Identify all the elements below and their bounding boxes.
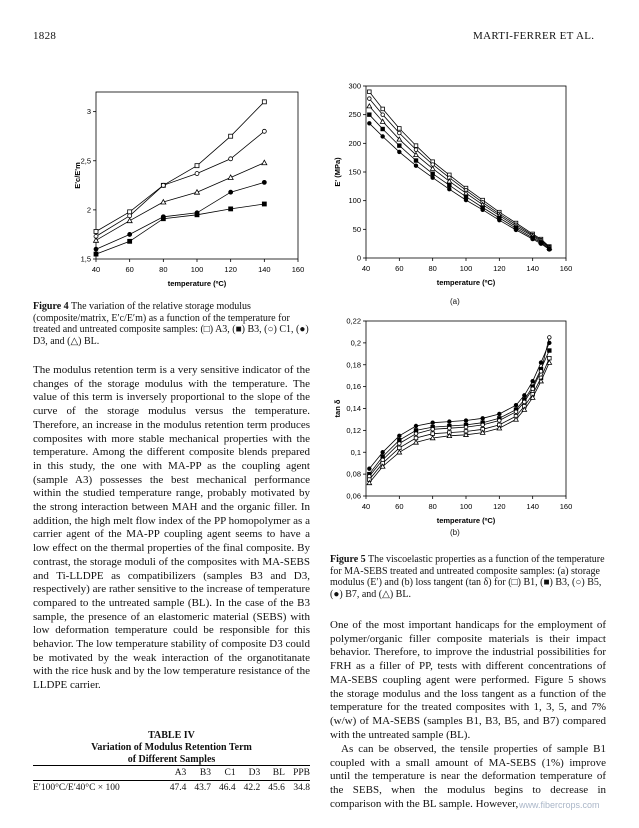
data-point-circle — [368, 467, 372, 471]
table-header-cell: PPB — [293, 768, 310, 778]
figure-4-caption-text: The variation of the relative storage modulus (composite/matrix, E′c/E′m) as a function of the temperature for treated and untreated composite samples: (□) A3, (■) B3, (○) C1, (●) D3, and (△) BL. — [33, 301, 309, 347]
data-point-circle — [539, 361, 543, 365]
y-tick-label: 250 — [348, 110, 361, 120]
series-line — [96, 102, 264, 232]
y-tick-label: 0,22 — [346, 316, 361, 326]
watermark: www.fibercrops.com — [519, 800, 600, 810]
data-point-circle — [229, 190, 233, 194]
data-point-square — [229, 207, 233, 211]
data-point-circle — [531, 237, 535, 241]
data-point-circle — [398, 150, 402, 154]
data-point-circle — [548, 248, 552, 252]
x-tick-label: 120 — [493, 502, 506, 511]
data-point-circle — [128, 232, 132, 236]
x-tick-label: 140 — [526, 264, 539, 273]
data-point-circle — [431, 427, 435, 431]
x-tick-label: 160 — [291, 265, 305, 274]
data-point-circle — [514, 403, 518, 407]
y-tick-label: 2,5 — [80, 156, 91, 166]
table-header-row — [33, 766, 310, 781]
y-tick-label: 0,1 — [350, 447, 361, 457]
right-paragraph-2: As can be observed, the tensile properties of sample B1 coupled with a small amount of MA-SEBS (1%) improve until the temperature is near the deformation temperature of the SEBS, when the modulus begins to decrease in comparison with the BL sample. However, — [330, 743, 606, 810]
data-point-square — [368, 90, 372, 94]
data-point-triangle — [127, 218, 132, 223]
data-point-triangle — [228, 175, 233, 180]
x-tick-label: 160 — [559, 502, 573, 511]
y-axis-label: tan δ — [333, 399, 342, 418]
data-point-square — [94, 252, 98, 256]
table-iv-title-line2: Variation of Modulus Retention Term — [91, 742, 252, 753]
data-point-circle — [498, 412, 502, 416]
table-row — [33, 781, 310, 796]
x-tick-label: 80 — [159, 265, 168, 274]
x-axis-label: temperature (ºC) — [167, 279, 227, 288]
x-tick-label: 60 — [395, 502, 404, 511]
data-point-square — [195, 213, 199, 217]
figure-5-caption-text: The viscoelastic properties as a function of the temperature for MA-SEBS treated and untreated composite samples: (a) storage modulus (E′) and (b) loss tangent (tan δ) for (□) B1, (■) B3, (○) B5, (●) B7, and (△) BL. — [330, 554, 605, 600]
y-tick-label: 150 — [348, 167, 361, 177]
figure-4-caption-label: Figure 4 — [33, 301, 69, 312]
data-point-circle — [464, 198, 468, 202]
data-point-square — [398, 127, 402, 131]
data-point-circle — [229, 157, 233, 161]
page-number: 1828 — [33, 30, 57, 42]
data-point-square — [381, 127, 385, 131]
table-cell: 45.6 — [268, 783, 285, 793]
figure-5b-label: (b) — [450, 528, 460, 537]
data-point-circle — [368, 121, 372, 125]
table-row-label: E′100°C/E′40°C × 100 — [33, 783, 120, 793]
x-axis-label: temperature (ºC) — [436, 516, 496, 525]
series-line — [96, 131, 264, 236]
data-point-square — [548, 349, 552, 353]
data-point-circle — [398, 442, 402, 446]
data-point-circle — [414, 164, 418, 168]
x-tick-label: 140 — [526, 502, 539, 511]
data-point-circle — [548, 336, 552, 340]
left-paragraph: The modulus retention term is a very sensitive indicator of the changes of the storage modulus with the temperature. The value of this term is inversely proportional to the slope of the curve of the storage modulus versus the temperature. Therefore, an increase in the modulus retention term produces composites with more stable mechanical properties with the temperature. Among the different composite blends prepared in this study, the one with MA-PP as the coupling agent (sample A3) possesses the best mechanical performance within the studied temperature range, probably motivated by the strong interaction between MAH and the organic filler. In addition, the high melt flow index of the PP homopolymer as a carrier agent of the MA-PP coupling agent seems to have a low effect on the thermal properties of the final composite. By contrast, the storage moduli of the composites with MA-SEBS and Ti-LLDPE as compatibilizers (samples B3 and D3, respectively) are rather sensitive to the increase of temperature compared to the untreated sample (BL). In the case of the B3 sample, the presence of an elastomeric material (SEBS) with low deformation temperature could be responsible for this behavior. The low temperature stability of composite D3 could be motivated by the weak interaction of the organotitanate with the rice husk and by the low temperature resistance of the LLDPE carrier. — [33, 364, 310, 692]
y-tick-label: 0,18 — [346, 360, 361, 370]
data-point-circle — [498, 419, 502, 423]
data-point-circle — [414, 432, 418, 436]
data-point-circle — [262, 180, 266, 184]
data-point-circle — [398, 434, 402, 438]
data-point-square — [431, 172, 435, 176]
table-cell: 43.7 — [194, 783, 211, 793]
data-point-circle — [431, 176, 435, 180]
data-point-square — [128, 239, 132, 243]
data-point-circle — [498, 218, 502, 222]
table-header-cell: D3 — [248, 768, 261, 778]
data-point-circle — [398, 131, 402, 135]
table-iv-title-line1: TABLE IV — [148, 730, 195, 741]
x-tick-label: 40 — [361, 264, 371, 273]
data-point-square — [414, 159, 418, 163]
y-tick-label: 300 — [348, 81, 361, 91]
data-point-triangle — [447, 179, 452, 183]
figure-4-chart — [72, 84, 312, 294]
table-header-cell: BL — [272, 768, 285, 778]
x-tick-label: 120 — [493, 264, 506, 273]
figure-5-caption-label: Figure 5 — [330, 554, 366, 565]
running-header: MARTI-FERRER ET AL. — [473, 30, 595, 42]
data-point-circle — [464, 425, 468, 429]
series-line — [369, 358, 549, 479]
data-point-triangle — [397, 450, 402, 454]
x-tick-label: 80 — [428, 264, 437, 273]
table-header-cell: A3 — [174, 768, 187, 778]
plot-frame — [366, 86, 566, 258]
data-point-square — [262, 202, 266, 206]
x-tick-label: 120 — [224, 265, 237, 274]
y-tick-label: 0 — [356, 253, 361, 263]
data-point-square — [414, 144, 418, 148]
x-tick-label: 160 — [559, 264, 573, 273]
figure-5a-chart — [328, 78, 578, 287]
data-point-square — [94, 229, 98, 233]
x-tick-label: 40 — [91, 265, 101, 274]
y-tick-label: 0,12 — [346, 425, 361, 435]
x-tick-label: 140 — [258, 265, 271, 274]
data-point-square — [381, 107, 385, 111]
data-point-circle — [414, 148, 418, 152]
data-point-circle — [94, 247, 98, 251]
data-point-circle — [523, 400, 527, 404]
figure-5-caption — [330, 554, 605, 600]
y-tick-label: 0,08 — [346, 469, 361, 479]
y-axis-label: E' (MPa) — [333, 157, 342, 187]
x-tick-label: 40 — [361, 502, 371, 511]
y-tick-label: 0,14 — [346, 404, 361, 413]
data-point-square — [398, 144, 402, 148]
data-point-circle — [195, 172, 199, 176]
data-point-circle — [262, 129, 266, 133]
y-tick-label: 100 — [348, 196, 361, 206]
data-point-square — [368, 113, 372, 117]
figure-4-svg — [72, 84, 312, 294]
table-iv-title-line3: of Different Samples — [127, 754, 216, 765]
table-header-cell: B3 — [199, 768, 211, 778]
data-point-circle — [368, 97, 372, 101]
data-point-circle — [481, 423, 485, 427]
data-point-triangle — [195, 190, 200, 195]
data-point-circle — [448, 187, 452, 191]
data-point-circle — [481, 417, 485, 421]
y-tick-label: 0,16 — [346, 382, 361, 392]
table-cell: 34.8 — [293, 783, 310, 793]
data-point-circle — [448, 426, 452, 430]
data-point-square — [195, 164, 199, 168]
y-tick-label: 3 — [86, 107, 91, 117]
data-point-circle — [531, 387, 535, 391]
data-point-circle — [414, 424, 418, 428]
data-point-circle — [431, 421, 435, 425]
series-line — [96, 182, 264, 249]
figure-4-caption — [33, 301, 310, 347]
figure-5b-svg — [328, 313, 578, 523]
series-line — [369, 106, 549, 248]
x-tick-label: 100 — [459, 502, 473, 511]
series-line — [96, 204, 264, 254]
y-tick-label: 200 — [348, 138, 361, 148]
y-tick-label: 0,06 — [346, 491, 361, 501]
data-point-circle — [514, 410, 518, 414]
table-iv — [33, 765, 310, 795]
x-tick-label: 100 — [459, 264, 473, 273]
x-tick-label: 60 — [125, 265, 134, 274]
data-point-circle — [381, 113, 385, 117]
y-tick-label: 1,5 — [80, 254, 91, 264]
data-point-circle — [128, 214, 132, 218]
y-tick-label: 50 — [352, 224, 361, 234]
data-point-circle — [381, 135, 385, 139]
data-point-triangle — [94, 238, 99, 243]
data-point-circle — [448, 420, 452, 424]
x-tick-label: 60 — [395, 264, 404, 273]
data-point-circle — [161, 183, 165, 187]
data-point-triangle — [262, 160, 267, 165]
series-line — [369, 92, 549, 247]
data-point-circle — [539, 242, 543, 246]
series-line — [369, 99, 549, 248]
table-cell: 42.2 — [243, 783, 261, 793]
data-point-circle — [464, 419, 468, 423]
table-header-cell: C1 — [224, 768, 236, 778]
data-point-square — [161, 217, 165, 221]
data-point-square — [229, 134, 233, 138]
figure-5a-svg — [328, 78, 578, 287]
right-paragraph-1: One of the most important handicaps for the employment of polymer/organic filler composite materials is their impact behavior. Therefore, to improve the industrial possibilities for FRH as a filler of PP, tests with different concentrations of MA-SEBS coupling agent were performed. Figure 5 shows the storage modulus and the loss tangent as a function of the temperature for the treated composites with 1, 3, 5, and 7% (w/w) of MA-SEBS (samples B1, B3, B5, and B7) compared with the untreated sample (BL). — [330, 619, 606, 741]
figure-5a-label: (a) — [450, 297, 460, 306]
data-point-circle — [539, 370, 543, 374]
data-point-square — [262, 100, 266, 104]
data-point-circle — [523, 394, 527, 398]
data-point-triangle — [367, 104, 372, 108]
data-point-circle — [381, 450, 385, 454]
y-tick-label: 2 — [86, 205, 91, 215]
plot-frame — [366, 321, 566, 496]
figure-5b-chart — [328, 313, 578, 523]
x-axis-label: temperature (ºC) — [436, 278, 496, 287]
series-line — [369, 363, 549, 483]
table-cell: 46.4 — [218, 783, 236, 793]
data-point-square — [128, 210, 132, 214]
data-point-square — [448, 183, 452, 187]
data-point-circle — [514, 228, 518, 232]
series-line — [96, 163, 264, 241]
table-iv-title — [33, 730, 310, 766]
x-tick-label: 100 — [190, 265, 204, 274]
table-cell: 47.4 — [169, 783, 187, 793]
y-axis-label: E'c/E'm — [73, 162, 82, 189]
y-tick-label: 0,2 — [350, 338, 361, 348]
data-point-circle — [481, 208, 485, 212]
data-point-circle — [531, 379, 535, 383]
table-header-cell — [33, 766, 162, 781]
x-tick-label: 80 — [428, 502, 437, 511]
